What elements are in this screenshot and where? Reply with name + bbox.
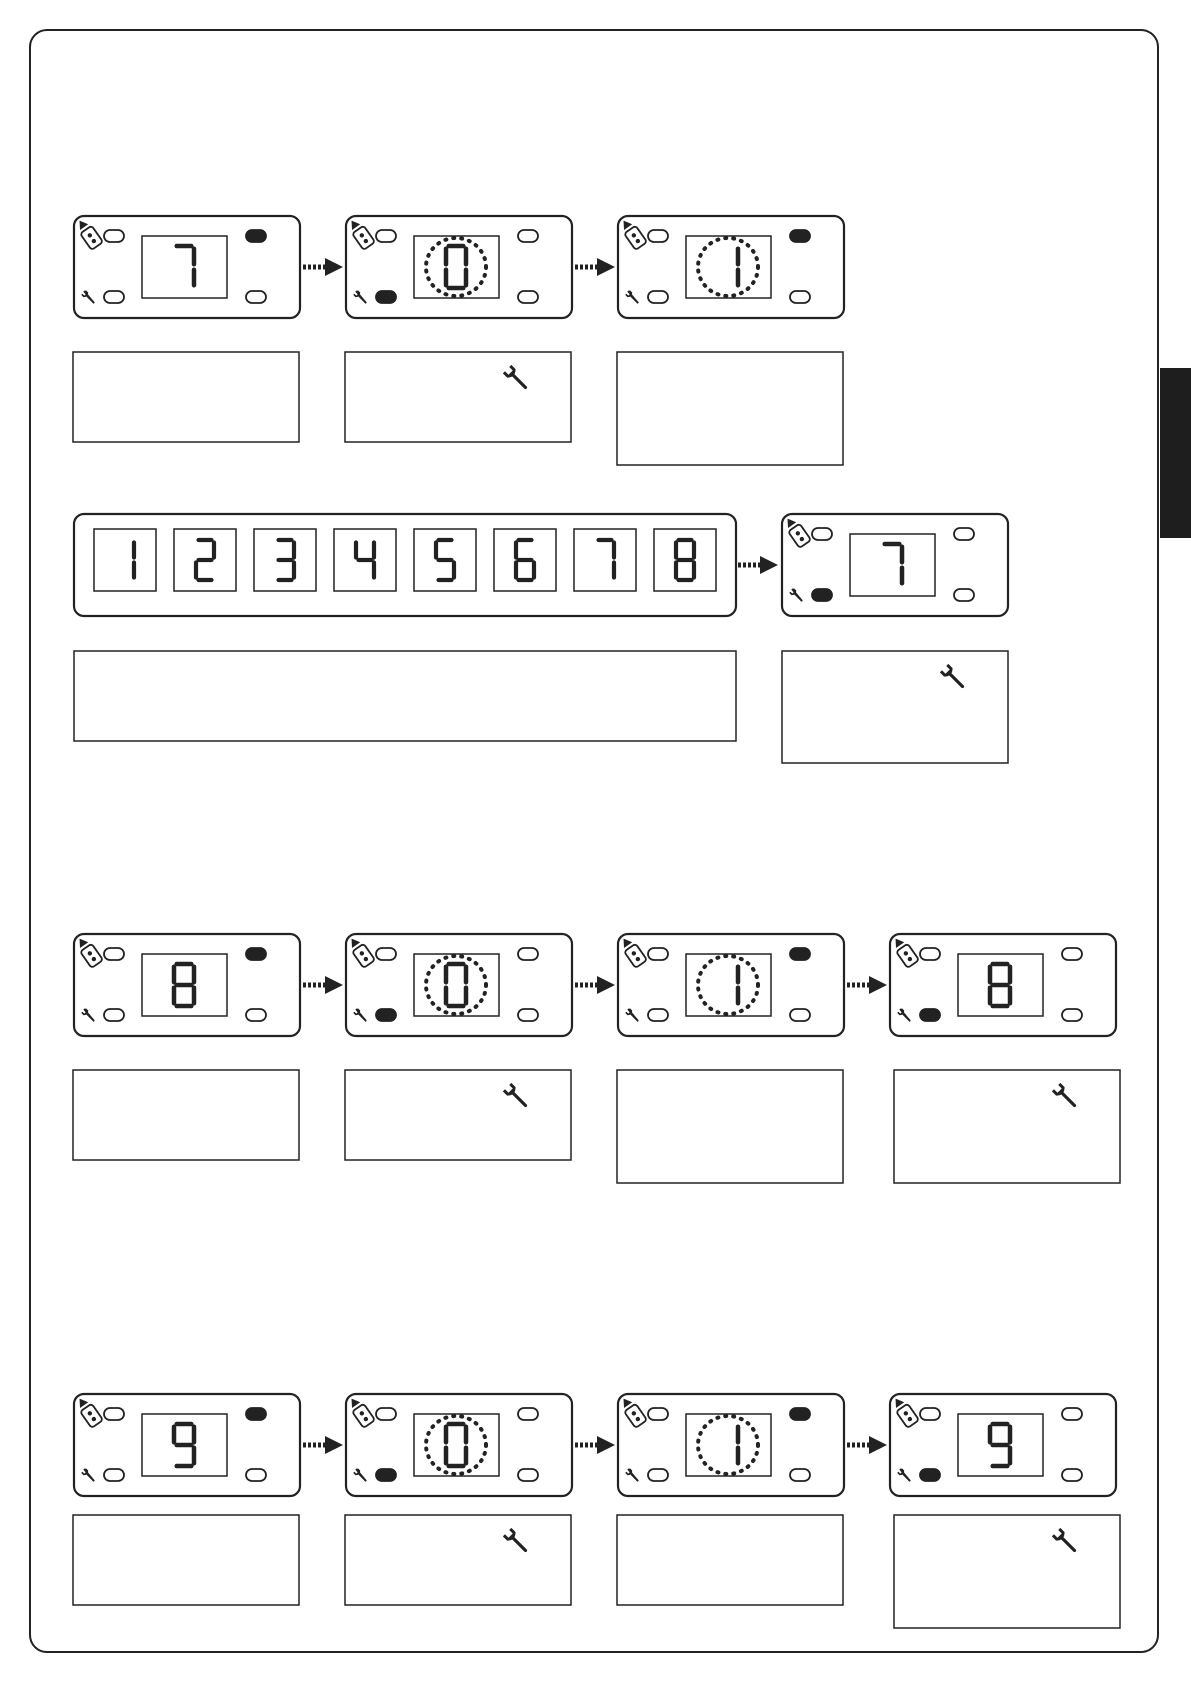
note-frame [617, 1515, 843, 1605]
display-sequence-8-step-2 [346, 934, 572, 1036]
led-bottom-right [790, 1009, 810, 1021]
note-frame [345, 352, 571, 442]
led-tool [376, 1009, 396, 1021]
note-box [345, 352, 571, 442]
note-frame [894, 1070, 1120, 1183]
led-top-right [790, 948, 810, 960]
led-top-right [518, 1408, 538, 1420]
led-bottom-right [518, 291, 538, 303]
led-tool [376, 291, 396, 303]
arrow-head [325, 1436, 343, 1454]
note-box [894, 1515, 1120, 1628]
display-sequence-8-step-3 [618, 934, 844, 1036]
note-box [617, 1070, 843, 1183]
note-box [617, 352, 843, 465]
note-box [73, 352, 299, 442]
note-box [73, 1070, 299, 1160]
led-bottom-right [518, 1009, 538, 1021]
led-remote [648, 230, 668, 242]
led-tool [812, 589, 832, 601]
display-sequence-8-step-4 [890, 934, 1116, 1036]
arrow-head [325, 258, 343, 276]
arrow-head [597, 976, 615, 994]
led-tool [376, 1469, 396, 1481]
led-remote [104, 948, 124, 960]
display-sequence-9-step-4 [890, 1394, 1116, 1496]
note-frame [782, 651, 1008, 763]
led-bottom-right [518, 1469, 538, 1481]
led-top-right [246, 230, 266, 242]
display-sequence-8-step-1 [74, 934, 300, 1036]
led-remote [648, 948, 668, 960]
led-bottom-right [246, 291, 266, 303]
led-remote [376, 948, 396, 960]
note-box [73, 1515, 299, 1605]
note-frame [73, 1515, 299, 1605]
led-top-right [246, 1408, 266, 1420]
led-bottom-right [790, 291, 810, 303]
led-remote [376, 1408, 396, 1420]
led-top-right [954, 528, 974, 540]
led-top-right [518, 948, 538, 960]
led-top-right [246, 948, 266, 960]
note-frame [74, 651, 736, 741]
display-sequence-7-step-2 [346, 216, 572, 318]
led-remote [648, 1408, 668, 1420]
led-tool [104, 291, 124, 303]
led-top-right [1062, 948, 1082, 960]
note-frame [73, 1070, 299, 1160]
note-frame [345, 1515, 571, 1605]
dotted-arrow-icon [738, 556, 778, 574]
led-bottom-right [954, 589, 974, 601]
arrow-head [597, 258, 615, 276]
dotted-arrow-icon [575, 258, 615, 276]
led-tool [648, 1009, 668, 1021]
led-tool [920, 1009, 940, 1021]
led-bottom-right [246, 1469, 266, 1481]
led-remote [812, 528, 832, 540]
note-frame [345, 1070, 571, 1160]
note-frame [894, 1515, 1120, 1628]
led-remote [376, 230, 396, 242]
led-top-right [790, 230, 810, 242]
note-box [617, 1515, 843, 1605]
led-bottom-right [1062, 1009, 1082, 1021]
display-sequence-7-step-3 [618, 216, 844, 318]
display-sequence-9-step-3 [618, 1394, 844, 1496]
dotted-arrow-icon [575, 976, 615, 994]
dotted-arrow-icon [575, 1436, 615, 1454]
arrow-head [760, 556, 778, 574]
led-tool [648, 1469, 668, 1481]
display-sequence-7-step-1 [74, 216, 300, 318]
dotted-arrow-icon [303, 258, 343, 276]
note-frame [617, 1070, 843, 1183]
led-remote [104, 1408, 124, 1420]
led-tool [104, 1469, 124, 1481]
led-top-right [790, 1408, 810, 1420]
led-bottom-right [246, 1009, 266, 1021]
note-box [74, 651, 736, 741]
digit-strip [74, 514, 736, 616]
led-remote [104, 230, 124, 242]
arrow-head [325, 976, 343, 994]
led-bottom-right [1062, 1469, 1082, 1481]
note-frame [617, 352, 843, 465]
dotted-arrow-icon [847, 976, 887, 994]
led-top-right [518, 230, 538, 242]
led-tool [920, 1469, 940, 1481]
note-frame [73, 352, 299, 442]
led-tool [648, 291, 668, 303]
display-strip-result [782, 514, 1008, 616]
note-box [894, 1070, 1120, 1183]
led-bottom-right [790, 1469, 810, 1481]
note-box [782, 651, 1008, 763]
arrow-head [869, 1436, 887, 1454]
dotted-arrow-icon [303, 1436, 343, 1454]
led-remote [920, 1408, 940, 1420]
led-tool [104, 1009, 124, 1021]
arrow-head [597, 1436, 615, 1454]
arrow-head [869, 976, 887, 994]
led-remote [920, 948, 940, 960]
display-sequence-9-step-1 [74, 1394, 300, 1496]
display-sequence-9-step-2 [346, 1394, 572, 1496]
led-top-right [1062, 1408, 1082, 1420]
note-box [345, 1515, 571, 1605]
note-box [345, 1070, 571, 1160]
strip-digit-box [94, 529, 156, 591]
dotted-arrow-icon [847, 1436, 887, 1454]
dotted-arrow-icon [303, 976, 343, 994]
